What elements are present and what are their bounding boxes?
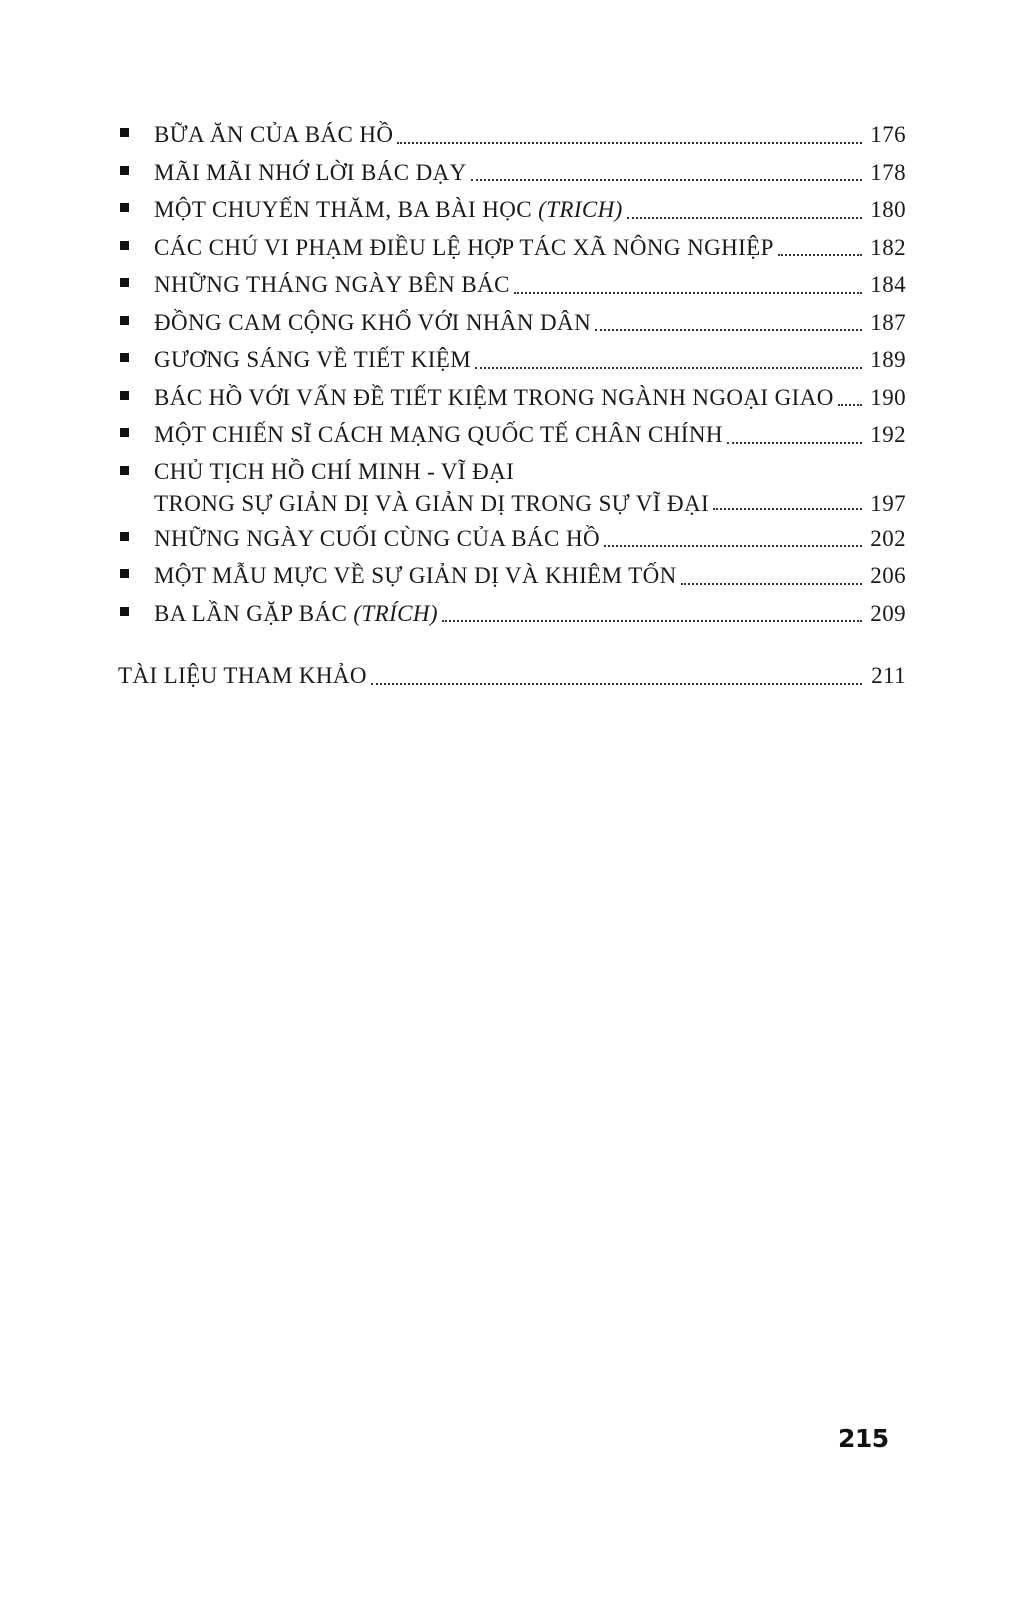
toc-entry-title-text: BA LẦN GẶP BÁC (154, 600, 354, 626)
toc-entry-title: NHỮNG THÁNG NGÀY BÊN BÁC (154, 272, 510, 297)
square-bullet-icon (118, 266, 154, 304)
dot-leader (397, 142, 862, 144)
dot-leader (713, 508, 862, 510)
toc-entry-title (154, 595, 438, 633)
toc-entry-subtitle: (TRÍCH) (353, 600, 438, 626)
toc-entry-page: 182 (870, 234, 906, 260)
toc-references-title: TÀI LIỆU THAM KHẢO (118, 663, 367, 688)
dot-leader (475, 367, 862, 369)
toc-entry-title: MÃI MÃI NHỚ LỜI BÁC DẠY (154, 159, 467, 185)
toc-entry-title: CÁC CHÚ VI PHẠM ĐIỀU LỆ HỢP TÁC XÃ NÔNG NGHIỆP (154, 234, 774, 260)
toc-entry[interactable] (118, 520, 906, 558)
toc-entry[interactable] (118, 416, 906, 454)
square-bullet-icon (118, 304, 154, 342)
square-bullet-icon (118, 416, 154, 454)
dot-leader (627, 217, 862, 219)
toc-entry-title-text: MỘT CHUYẾN THĂM, BA BÀI HỌC (154, 197, 539, 222)
toc-entry-title (154, 456, 709, 520)
toc-entry[interactable] (118, 116, 906, 154)
square-bullet-icon (118, 154, 154, 192)
toc-entry-page: 209 (870, 600, 906, 626)
dot-leader (604, 545, 862, 547)
square-bullet-icon (118, 229, 154, 267)
toc-entry-subtitle: (TRICH) (538, 197, 623, 222)
square-bullet-icon (118, 595, 154, 633)
page-number: 215 (838, 1424, 889, 1453)
toc-entry-title: BỮA ĂN CỦA BÁC HỒ (154, 122, 394, 147)
toc-entry-page: 202 (870, 525, 906, 551)
toc-entry-title: GƯƠNG SÁNG VỀ TIẾT KIỆM (154, 347, 472, 372)
toc-entry-page: 176 (870, 122, 906, 147)
toc-entry[interactable] (118, 154, 906, 192)
dot-leader (595, 329, 862, 331)
square-bullet-icon (118, 116, 154, 154)
toc-entry[interactable] (118, 595, 906, 633)
toc-entry-page: 180 (870, 197, 906, 222)
toc-entry-page: 184 (870, 272, 906, 297)
square-bullet-icon (118, 557, 154, 595)
toc-entry-title-line-2: TRONG SỰ GIẢN DỊ VÀ GIẢN DỊ TRONG SỰ VĨ ĐẠI (154, 490, 710, 516)
toc-entry-page: 187 (870, 309, 906, 335)
toc-entry-title: MỘT MẪU MỰC VỀ SỰ GIẢN DỊ VÀ KHIÊM TỐN (154, 563, 677, 588)
dot-leader (838, 404, 862, 406)
toc-entry[interactable] (118, 304, 906, 342)
toc-references-entry[interactable] (118, 657, 906, 695)
toc-entry-page: 189 (870, 347, 906, 372)
toc-entry-title-line-1: CHỦ TỊCH HỒ CHÍ MINH - VĨ ĐẠI (154, 458, 515, 484)
dot-leader (442, 620, 862, 622)
toc-entry[interactable] (118, 229, 906, 267)
dot-leader (471, 179, 862, 181)
table-of-contents (118, 116, 906, 695)
toc-references-page: 211 (871, 663, 906, 688)
toc-entry-title (154, 191, 623, 229)
dot-leader (778, 254, 862, 256)
square-bullet-icon (118, 379, 154, 417)
toc-entry-page: 197 (870, 490, 906, 516)
dot-leader (371, 683, 862, 685)
square-bullet-icon (118, 341, 154, 379)
toc-entry[interactable] (118, 557, 906, 595)
toc-entry[interactable] (118, 191, 906, 229)
dot-leader (727, 442, 862, 444)
toc-entry-page: 206 (870, 563, 906, 588)
toc-entry[interactable] (118, 379, 906, 417)
toc-entry-page: 178 (870, 159, 906, 185)
toc-entry-page: 190 (870, 384, 906, 410)
toc-entry-page: 192 (870, 422, 906, 447)
toc-entry-title: ĐỒNG CAM CỘNG KHỔ VỚI NHÂN DÂN (154, 309, 592, 335)
toc-entry[interactable] (118, 341, 906, 379)
square-bullet-icon (118, 520, 154, 558)
square-bullet-icon (118, 456, 154, 520)
dot-leader (514, 292, 862, 294)
toc-entry[interactable] (118, 266, 906, 304)
toc-entry[interactable] (118, 454, 906, 520)
toc-entry-title: MỘT CHIẾN SĨ CÁCH MẠNG QUỐC TẾ CHÂN CHÍNH (154, 422, 723, 447)
dot-leader (681, 583, 862, 585)
square-bullet-icon (118, 191, 154, 229)
toc-entry-title: NHỮNG NGÀY CUỐI CÙNG CỦA BÁC HỒ (154, 525, 600, 551)
toc-entry-title: BÁC HỒ VỚI VẤN ĐỀ TIẾT KIỆM TRONG NGÀNH NGOẠI GIAO (154, 384, 834, 410)
